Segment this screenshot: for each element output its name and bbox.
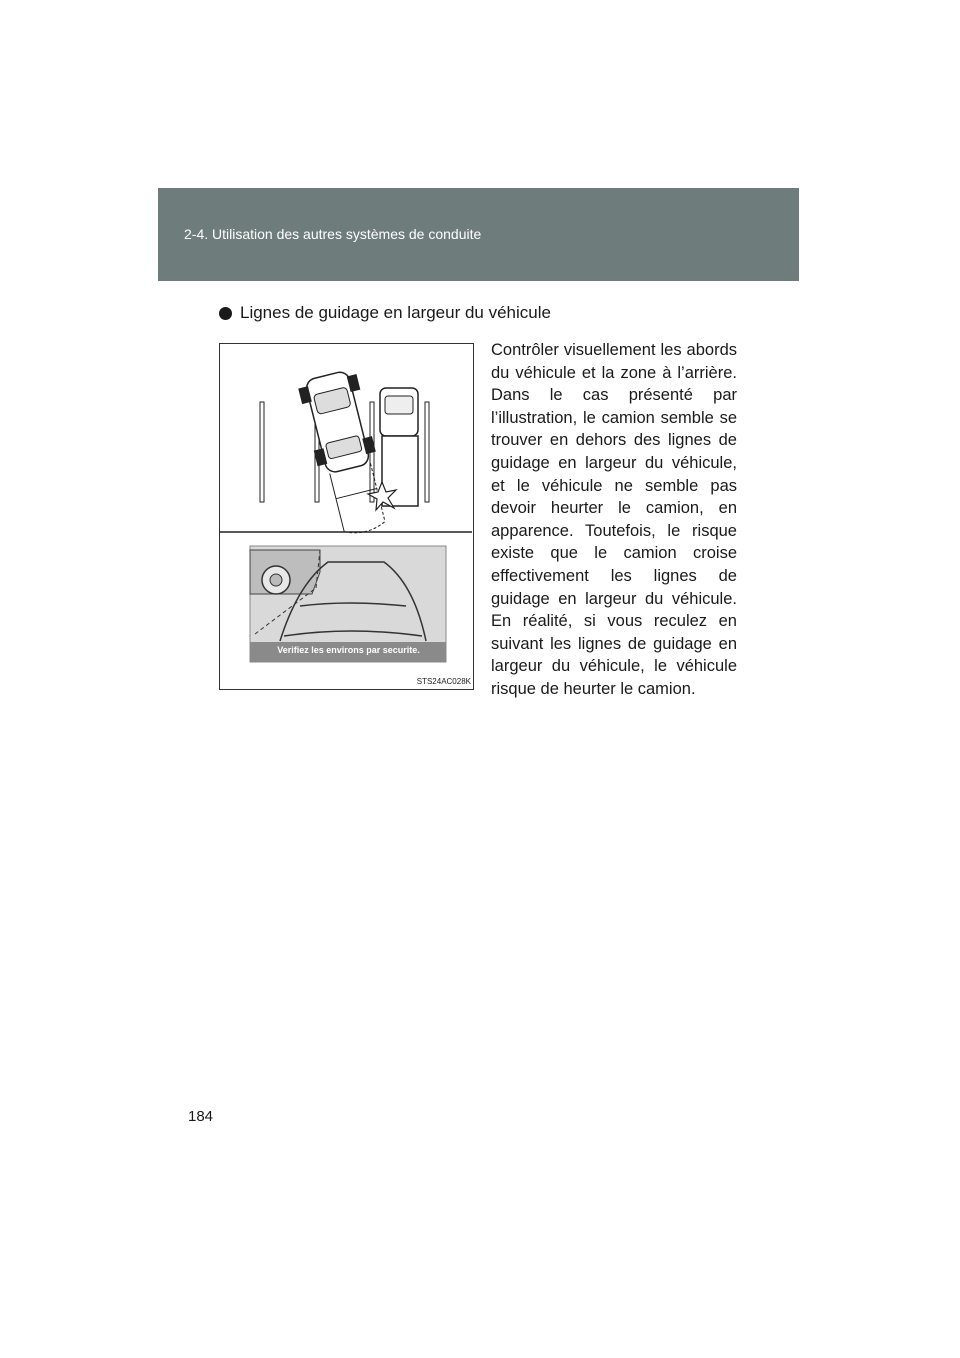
section-heading [219,303,551,323]
truck-top-view-icon [380,388,418,506]
filled-circle-bullet-icon [219,307,232,320]
camera-screen-caption: Verifiez les environs par securite. [277,645,420,655]
truck-camera-view-icon [250,550,320,594]
page-number: 184 [188,1108,214,1125]
illustration-drawing [220,344,472,688]
header-band [158,188,799,281]
body-paragraph: Contrôler visuellement les abords du véhicule et la zone à l’arrière. Dans le cas présenté par l’illustration, le camion semble se trouver en dehors des lignes de guidage en largeur du véhicule, et le véhicule ne semble pas devoir heurter le camion, en apparence. Toutefois, le risque existe que le camion croise effectivement les lignes de guidage en largeur du véhicule. En réalité, si vous reculez en suivant les lignes de guidage en largeur du véhicule, le véhicule risque de heurter le camion. [491,341,737,698]
parking-illustration [219,343,474,690]
parking-line-4 [425,402,429,502]
parking-line-1 [260,402,264,502]
section-header-title: 2-4. Utilisation des autres systèmes de conduite [184,226,482,242]
section-heading-text: Lignes de guidage en largeur du véhicule [240,303,551,322]
figure-code: STS24AC028K [416,677,471,686]
